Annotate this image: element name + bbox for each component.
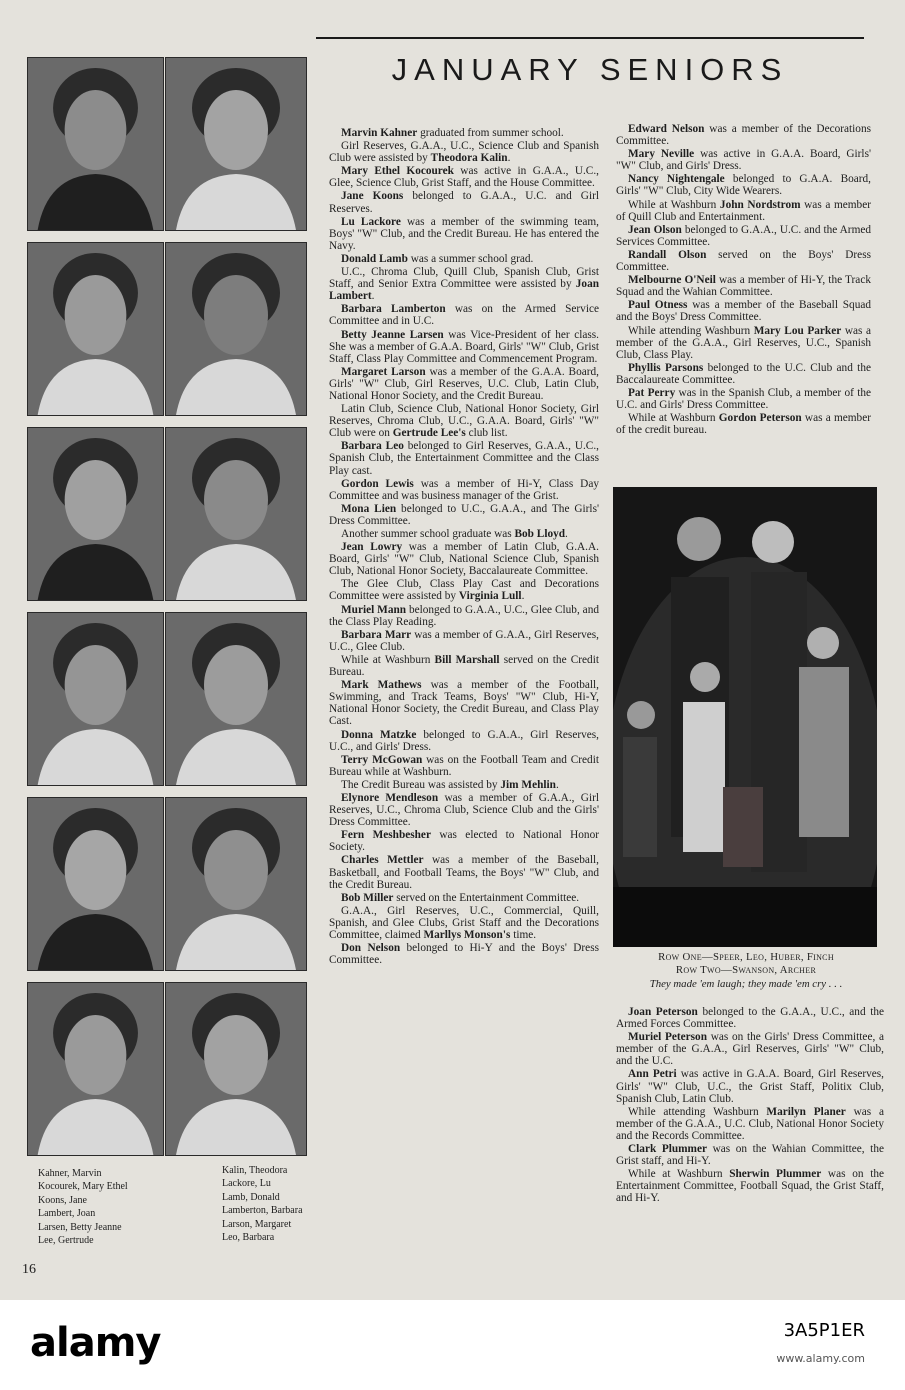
senior-text: While attending Washburn xyxy=(628,324,754,337)
senior-name: Mark Mathews xyxy=(341,679,422,692)
senior-text: belonged to G.A.A., U.C., Glee Club, and the Class Play Reading. xyxy=(329,603,599,628)
senior-name: Bob Lloyd xyxy=(514,528,566,540)
senior-portrait xyxy=(27,427,164,601)
senior-paragraph xyxy=(329,829,599,853)
caption-name: Kahner, Marvin xyxy=(38,1168,102,1179)
text-column-right-bottom xyxy=(616,1006,884,1206)
senior-name: Joan Peterson xyxy=(628,1006,698,1018)
senior-portrait xyxy=(27,612,164,786)
senior-name: Barbara Marr xyxy=(341,628,412,641)
senior-name: Ann Petri xyxy=(628,1068,677,1081)
senior-paragraph xyxy=(616,249,871,273)
caption-name: Kalin, Theodora xyxy=(222,1165,288,1176)
stock-footer xyxy=(0,1300,905,1390)
senior-text: belonged to G.A.A., Girl Reserves, U.C., and Girls' Dress. xyxy=(329,728,599,753)
senior-text: was a member of Hi-Y, Class Day Committee and was business manager of the Grist. xyxy=(329,477,599,502)
stock-image-code: 3A5P1ER xyxy=(783,1320,865,1341)
senior-paragraph xyxy=(329,266,599,302)
senior-text: was a member of the G.A.A., Girl Reserves, U.C., Spanish Club, Class Play. xyxy=(616,324,871,361)
senior-text: was a member of the Baseball Squad and the Boys' Dress Committee. xyxy=(616,299,872,324)
senior-name: Don Nelson xyxy=(341,942,401,955)
senior-text: was a member of the credit bureau. xyxy=(616,412,871,437)
senior-paragraph xyxy=(329,729,599,753)
senior-portrait xyxy=(165,612,307,786)
senior-text: was active in G.A.A. Board, Girls' "W" Club, and Girls' Dress. xyxy=(616,148,871,173)
senior-name: Mary Lou Parker xyxy=(753,324,842,337)
senior-paragraph xyxy=(329,140,599,164)
senior-name: Jean Olson xyxy=(628,223,682,236)
senior-paragraph xyxy=(329,190,599,214)
page-title: JANUARY SENIORS xyxy=(391,52,789,87)
senior-paragraph xyxy=(616,1068,884,1104)
senior-portrait xyxy=(165,982,307,1156)
senior-name: Jane Koons xyxy=(341,190,404,203)
header-rule xyxy=(316,37,864,39)
senior-portrait xyxy=(165,242,307,416)
senior-paragraph xyxy=(616,1106,884,1142)
page-number: 16 xyxy=(22,1262,36,1277)
caption-name: Leo, Barbara xyxy=(222,1232,275,1244)
senior-text: was a summer school grad. xyxy=(407,252,534,265)
senior-name: Marllys Monson's xyxy=(423,929,511,941)
senior-paragraph xyxy=(616,173,871,197)
senior-paragraph xyxy=(616,362,871,386)
senior-text: Another summer school graduate was xyxy=(341,528,515,540)
senior-paragraph xyxy=(329,503,599,527)
senior-name: Lu Lackore xyxy=(341,215,401,228)
senior-text: While at Washburn xyxy=(628,1168,730,1181)
senior-paragraph xyxy=(616,412,871,436)
senior-text: belonged to the U.C. Club and the Baccalaureate Committee. xyxy=(616,361,871,386)
senior-name: Charles Mettler xyxy=(341,854,424,867)
senior-text: Girl Reserves, G.A.A., U.C., Science Club and Spanish Club were assisted by xyxy=(329,140,599,165)
senior-portrait xyxy=(27,982,164,1156)
senior-text: was on the Entertainment Committee, Football Squad, the Grist Staff, and Hi-Y. xyxy=(616,1168,884,1205)
senior-paragraph xyxy=(329,654,599,678)
senior-portrait xyxy=(27,797,164,971)
stock-url: www.alamy.com xyxy=(776,1352,865,1365)
senior-name: Margaret Larson xyxy=(341,365,426,378)
senior-text: belonged to Girl Reserves, G.A.A., U.C., Spanish Club, the Entertainment Committee and the Class Play cast. xyxy=(329,440,599,477)
caption-row-two: Row Two—Swanson, Archer xyxy=(675,964,817,977)
senior-text: was on the Girls' Dress Committee, a member of the G.A.A., Girl Reserves, Girls' "W" Club, and the U.C. xyxy=(616,1031,884,1068)
senior-paragraph xyxy=(329,905,599,941)
senior-text: was on the Wahian Committee, the Grist staff, and Hi-Y. xyxy=(616,1143,884,1168)
senior-paragraph xyxy=(329,366,599,402)
senior-name: Donna Matzke xyxy=(341,728,417,741)
senior-name: Gordon Lewis xyxy=(341,477,414,490)
senior-text: . xyxy=(521,590,525,603)
senior-portrait xyxy=(165,57,307,231)
senior-name: Barbara Lamberton xyxy=(341,303,446,316)
senior-name: Mona Lien xyxy=(341,502,397,515)
senior-name: Bill Marshall xyxy=(434,653,500,666)
senior-text: The Glee Club, Class Play Cast and Decorations Committee were assisted by xyxy=(329,578,599,603)
senior-text: G.A.A., Girl Reserves, U.C., Commercial, Quill, Spanish, and Glee Clubs, Grist Staff and the Decorations Committee, claimed xyxy=(329,904,599,941)
caption-name: Koons, Jane xyxy=(38,1194,87,1206)
senior-name: Elynore Mendleson xyxy=(341,791,439,804)
senior-name: Phyllis Parsons xyxy=(628,361,704,374)
senior-paragraph xyxy=(616,1006,884,1030)
caption-name: Lamb, Donald xyxy=(222,1191,280,1203)
senior-text: was in the Spanish Club, a member of the U.C. and Girls' Dress Committee. xyxy=(616,386,871,412)
senior-text: was a member of the Decorations Committee. xyxy=(616,123,871,148)
text-column-right-top xyxy=(616,123,871,437)
names-list-left xyxy=(38,1167,128,1247)
senior-portrait xyxy=(165,797,307,971)
senior-text: was a member of Quill Club and Entertainment. xyxy=(616,198,871,223)
senior-paragraph xyxy=(329,528,599,540)
senior-name: Gordon Peterson xyxy=(718,412,802,425)
senior-name: Fern Meshbesher xyxy=(341,829,431,842)
caption-name: Larsen, Betty Jeanne xyxy=(38,1221,122,1233)
caption-name: Lee, Gertrude xyxy=(38,1235,94,1247)
group-photo xyxy=(613,487,877,947)
senior-name: Pat Perry xyxy=(628,386,676,399)
senior-paragraph xyxy=(329,854,599,890)
senior-paragraph xyxy=(329,892,599,904)
senior-paragraph xyxy=(329,478,599,502)
senior-text: While at Washburn xyxy=(341,653,435,666)
senior-text: was a member of the G.A.A. Board, Girls' "W" Club, Girl Reserves, U.C. Club, Latin Club, National Honor Society, and the Credit Bureau. xyxy=(329,365,599,402)
caption-tagline: They made 'em laugh; they made 'em cry . . . xyxy=(649,977,843,990)
senior-paragraph xyxy=(329,942,599,966)
senior-text: . xyxy=(565,528,568,540)
senior-paragraph xyxy=(329,679,599,727)
senior-name: Clark Plummer xyxy=(628,1143,707,1156)
senior-name: Gertrude Lee's xyxy=(392,427,466,440)
senior-text: was on the Football Team and Credit Bureau while at Washburn. xyxy=(329,753,599,778)
senior-paragraph xyxy=(616,299,871,323)
senior-text: was a member of Latin Club, G.A.A. Board, Girls' "W" Club, National Science Club, Spanish Club, National Honor Society, Baccalaureate Committee. xyxy=(329,541,599,578)
senior-paragraph xyxy=(329,216,599,252)
senior-text: . xyxy=(555,778,559,791)
senior-text: was active in G.A.A., U.C., Glee, Science Club, Grist Staff, and the House Committee. xyxy=(329,165,599,190)
senior-text: belonged to the G.A.A., U.C., and the Armed Forces Committee. xyxy=(616,1006,884,1031)
senior-text: The Credit Bureau was assisted by xyxy=(341,778,501,791)
senior-paragraph xyxy=(329,578,599,602)
senior-text: belonged to U.C., G.A.A., and The Girls' Dress Committee. xyxy=(329,502,599,527)
senior-text: served on the Entertainment Committee. xyxy=(393,891,580,904)
senior-name: Terry McGowan xyxy=(341,753,423,766)
senior-text: was elected to National Honor Society. xyxy=(329,829,599,854)
senior-text: . xyxy=(507,152,511,165)
senior-text: served on the Credit Bureau. xyxy=(329,653,599,679)
senior-portrait xyxy=(27,242,164,416)
senior-text: While at Washburn xyxy=(628,198,720,211)
senior-paragraph xyxy=(329,440,599,476)
senior-name: Mary Ethel Kocourek xyxy=(341,165,454,178)
caption-name: Larson, Margaret xyxy=(222,1218,292,1230)
senior-text: was a member of the swimming team, Boys' "W" Club, and the Credit Bureau. He has entered the Navy. xyxy=(329,215,599,252)
senior-paragraph xyxy=(329,604,599,628)
senior-name: John Nordstrom xyxy=(719,198,801,211)
senior-name: Edward Nelson xyxy=(628,123,705,135)
senior-text: was a member of G.A.A., Girl Reserves, U.C., Chroma Club, Science Club and the Girls' Dress Committee. xyxy=(329,791,600,829)
senior-name: Joan Lambert xyxy=(329,278,599,303)
senior-name: Jim Mehlin xyxy=(500,778,556,791)
senior-paragraph xyxy=(329,629,599,653)
senior-text: belonged to G.A.A., U.C. and the Armed Services Committee. xyxy=(616,223,872,248)
senior-text: belonged to G.A.A. Board, Girls' "W" Club, City Wide Wearers. xyxy=(616,173,871,198)
senior-text: U.C., Chroma Club, Quill Club, Spanish Club, Grist Staff, and Senior Extra Committee were assisted by xyxy=(329,266,599,291)
caption-name: Lambert, Joan xyxy=(38,1208,96,1220)
senior-name: Mary Neville xyxy=(628,148,695,161)
senior-text: was a member of G.A.A., Girl Reserves, U.C., Glee Club. xyxy=(329,628,599,653)
names-list-right xyxy=(222,1164,303,1244)
senior-text: was a member of the Football, Swimming, and Track Teams, Boys' "W" Club, Hi-Y, National Honor Society, the Credit Bureau, and Class Play Cast. xyxy=(329,679,599,728)
senior-text: was a member of the G.A.A., U.C. Club, National Honor Society and the Records Committee. xyxy=(616,1105,885,1142)
stock-logo: alamy xyxy=(30,1320,161,1366)
senior-paragraph xyxy=(616,1168,884,1204)
senior-name: Theodora Kalin xyxy=(430,152,508,165)
senior-text: belonged to Hi-Y and the Boys' Dress Committee. xyxy=(329,942,599,967)
group-photo-image xyxy=(613,487,877,947)
senior-text: . xyxy=(371,290,375,303)
senior-paragraph xyxy=(616,123,871,147)
senior-paragraph xyxy=(329,754,599,778)
senior-paragraph xyxy=(616,325,871,361)
senior-text: belonged to G.A.A., U.C. and Girl Reserves. xyxy=(329,190,600,215)
senior-name: Paul Otness xyxy=(628,299,688,312)
senior-text: Latin Club, Science Club, National Honor Society, Girl Reserves, Chroma Club, U.C., G.A.A. Board, Girls' "W" Club were on xyxy=(329,403,599,440)
senior-text: While attending Washburn xyxy=(628,1105,767,1118)
senior-paragraph xyxy=(329,541,599,577)
caption-name: Lamberton, Barbara xyxy=(222,1205,303,1217)
caption-name: Kocourek, Mary Ethel xyxy=(38,1181,128,1193)
senior-name: Muriel Mann xyxy=(341,603,407,616)
caption-name: Lackore, Lu xyxy=(222,1178,271,1190)
senior-paragraph xyxy=(616,199,871,223)
senior-text: was a member of the Baseball, Basketball, and Football Teams, the Boys' "W" Club, and the Credit Bureau. xyxy=(329,854,599,891)
senior-name: Betty Jeanne Larsen xyxy=(341,328,444,341)
senior-paragraph xyxy=(616,1031,884,1067)
senior-paragraph xyxy=(616,148,871,172)
senior-name: Nancy Nightengale xyxy=(628,173,725,186)
senior-name: Melbourne O'Neil xyxy=(628,274,716,287)
senior-paragraph xyxy=(329,329,599,365)
senior-text: graduated from summer school. xyxy=(417,127,564,139)
senior-text: was active in G.A.A. Board, Girl Reserves, Girls' "W" Club, U.C., the Grist Staff, Politix Club, Spanish Club, Latin Club. xyxy=(616,1068,884,1105)
senior-paragraph xyxy=(329,792,599,828)
group-photo-caption xyxy=(608,951,884,991)
senior-text: time. xyxy=(510,929,537,941)
senior-name: Marilyn Planer xyxy=(766,1105,846,1118)
senior-paragraph xyxy=(329,403,599,439)
senior-name: Barbara Leo xyxy=(341,440,404,453)
senior-paragraph xyxy=(329,303,599,327)
senior-portrait xyxy=(27,57,164,231)
senior-name: Sherwin Plummer xyxy=(729,1168,822,1181)
senior-paragraph xyxy=(616,1143,884,1167)
senior-paragraph xyxy=(329,165,599,189)
senior-paragraph xyxy=(616,224,871,248)
senior-portrait xyxy=(165,427,307,601)
senior-text: was Vice-President of her class. She was a member of G.A.A. Board, Girls' "W" Club, Grist Staff, Class Play Committee and Commencement Program. xyxy=(329,328,600,365)
senior-name: Donald Lamb xyxy=(341,252,408,265)
caption-row-one: Row One—Speer, Leo, Huber, Finch xyxy=(658,951,834,963)
senior-paragraph xyxy=(329,779,599,791)
senior-name: Randall Olson xyxy=(628,248,707,261)
senior-name: Marvin Kahner xyxy=(341,127,418,139)
senior-text: While at Washburn xyxy=(628,412,719,425)
senior-paragraph xyxy=(616,274,871,298)
senior-text: was a member of Hi-Y, the Track Squad and the Wahian Committee. xyxy=(616,274,871,299)
senior-name: Muriel Peterson xyxy=(628,1031,707,1044)
senior-text: club list. xyxy=(465,427,508,440)
senior-name: Jean Lowry xyxy=(341,541,403,554)
senior-paragraph xyxy=(329,127,599,139)
senior-text: was on the Armed Service Committee and in U.C. xyxy=(329,303,599,328)
senior-text: served on the Boys' Dress Committee. xyxy=(616,248,871,274)
senior-paragraph xyxy=(329,253,599,265)
senior-name: Virginia Lull xyxy=(458,590,522,603)
senior-paragraph xyxy=(616,387,871,411)
text-column-left xyxy=(329,127,599,967)
senior-name: Bob Miller xyxy=(341,891,394,904)
